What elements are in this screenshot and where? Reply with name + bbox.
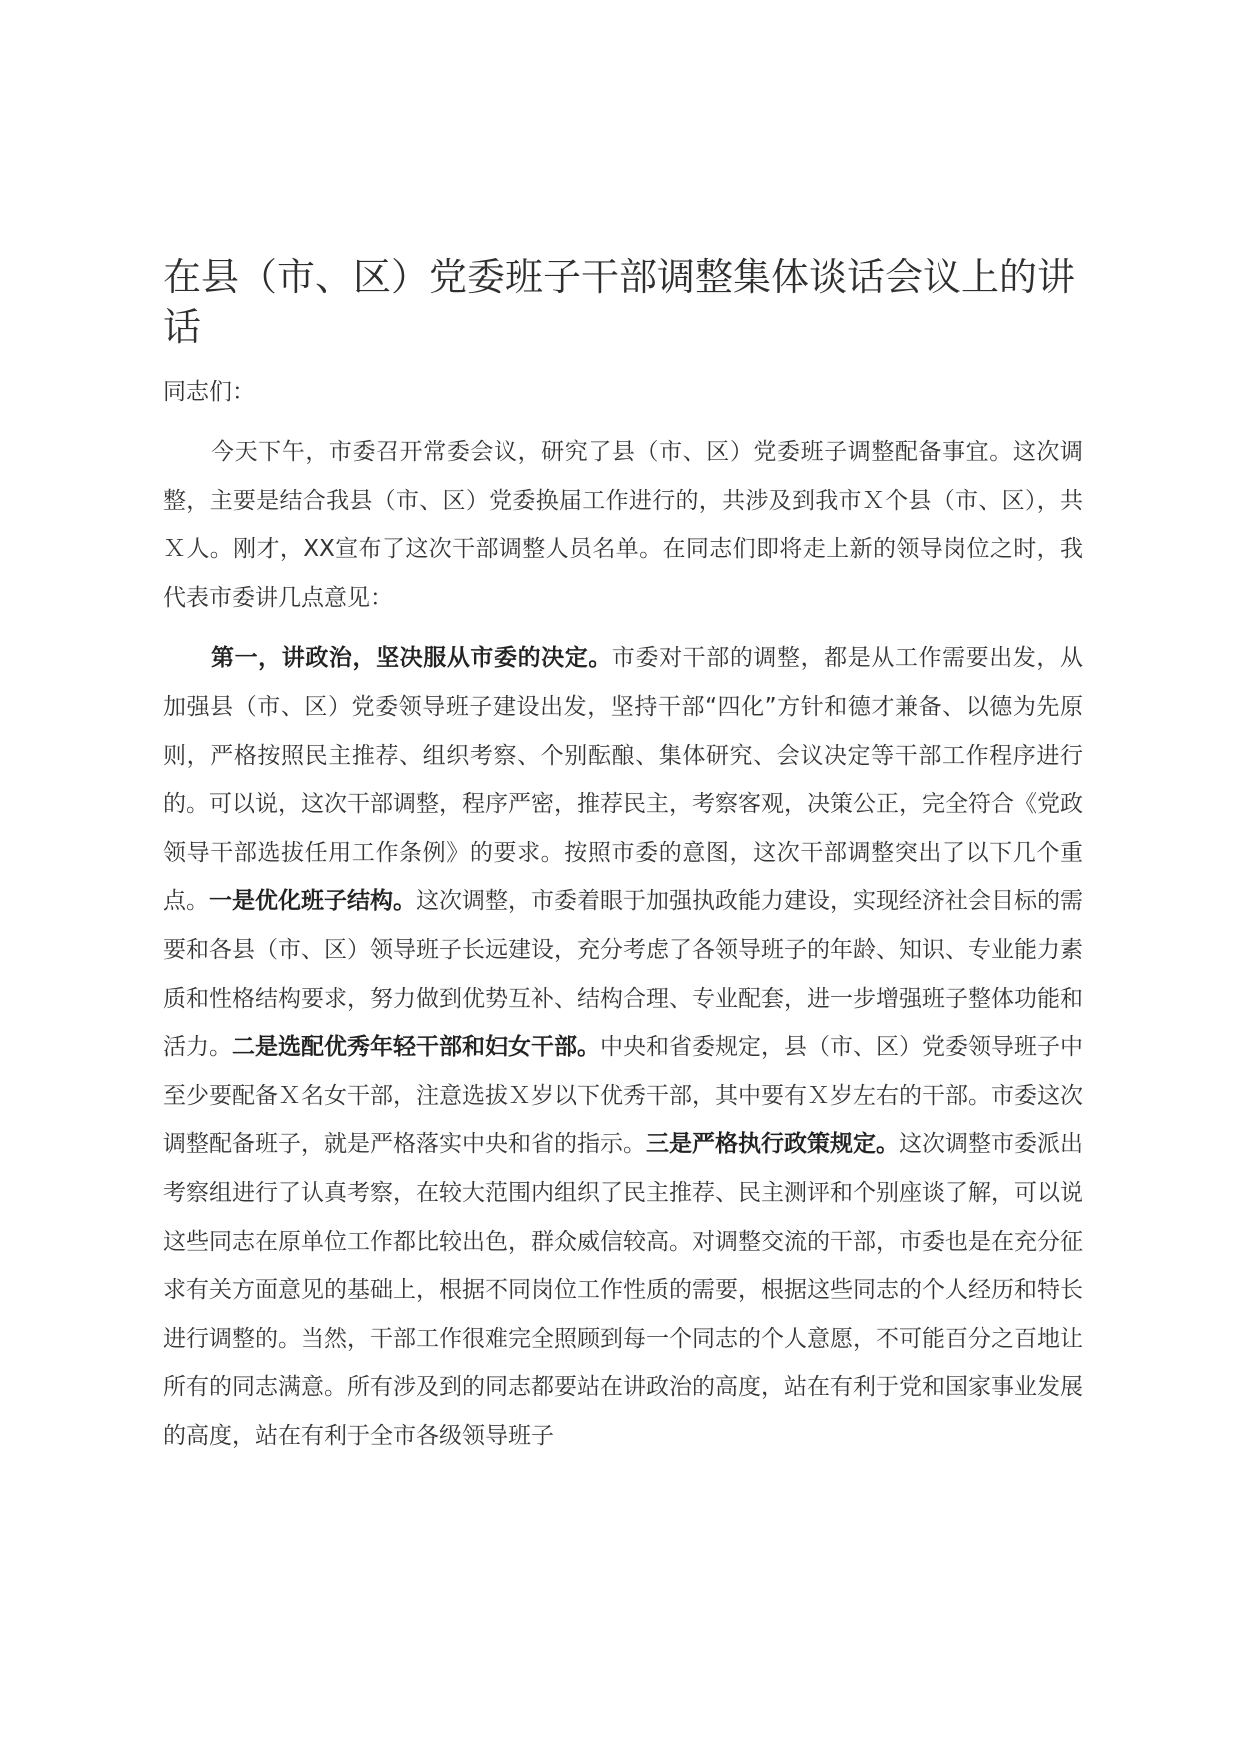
paragraph-text: 市委对干部的调整，都是从工作需要出发，从加强县（市、区）党委领导班子建设出发，坚持干部“四化”方针和德才兼备、以德为先原则，严格按照民主推荐、组织考察、个别酝酿、集体研究、会议决定等干部工作程序进行的。可以说，这次干部调整，程序严密，推荐民主，考察客观，决策公正，完全符合《党政领导干部选拔任用工作条例》的要求。按照市委的意图，这次干部调整突出了以下几个重点。 — [163, 645, 1084, 915]
key-point-heading: 三是严格执行政策规定。 — [646, 1131, 899, 1158]
paragraph-text: 中央和省委规定，县（市、区）党委领导班子中至少要配备Ｘ名女干部，注意选拔Ｘ岁以下优秀干部，其中要有Ｘ岁左右的干部。市委这次调整配备班子，就是严格落实中央和省的指示。 — [163, 1034, 1083, 1158]
paragraph-intro: 今天下午，市委召开常委会议，研究了县（市、区）党委班子调整配备事宜。这次调整，主要是结合我县（市、区）党委换届工作进行的，共涉及到我市Ｘ个县（市、区），共Ｘ人。刚才，XX宣布了这次干部调整人员名单。在同志们即将走上新的领导岗位之时，我代表市委讲几点意见： — [163, 439, 1083, 611]
salutation: 同志们： — [163, 379, 255, 405]
key-point-heading: 一是优化班子结构。 — [209, 888, 416, 915]
document-page — [163, 252, 1083, 1460]
paragraph-text: 这次调整市委派出考察组进行了认真考察，在较大范围内组织了民主推荐、民主测评和个别座谈了解，可以说这些同志在原单位工作都比较出色，群众威信较高。对调整交流的干部，市委也是在充分征求有关方面意见的基础上，根据不同岗位工作性质的需要，根据这些同志的个人经历和特长进行调整的。当然，干部工作很难完全照顾到每一个同志的个人意愿，不可能百分之百地让所有的同志满意。所有涉及到的同志都要站在讲政治的高度，站在有利于党和国家事业发展的高度，站在有利于全市各级领导班子 — [163, 1131, 1083, 1449]
key-point-heading: 二是选配优秀年轻干部和妇女干部。 — [232, 1034, 600, 1061]
document-title: 在县（市、区）党委班子干部调整集体谈话会议上的讲话 — [163, 255, 1076, 349]
paragraph-text: 这次调整，市委着眼于加强执政能力建设，实现经济社会目标的需要和各县（市、区）领导班子长远建设，充分考虑了各领导班子的年龄、知识、专业能力素质和性格结构要求，努力做到优势互补、结构合理、专业配套，进一步增强班子整体功能和活力。 — [163, 888, 1083, 1061]
paragraph-first-point — [163, 634, 1083, 1460]
section-heading: 第一，讲政治，坚决服从市委的决定。 — [211, 645, 612, 672]
